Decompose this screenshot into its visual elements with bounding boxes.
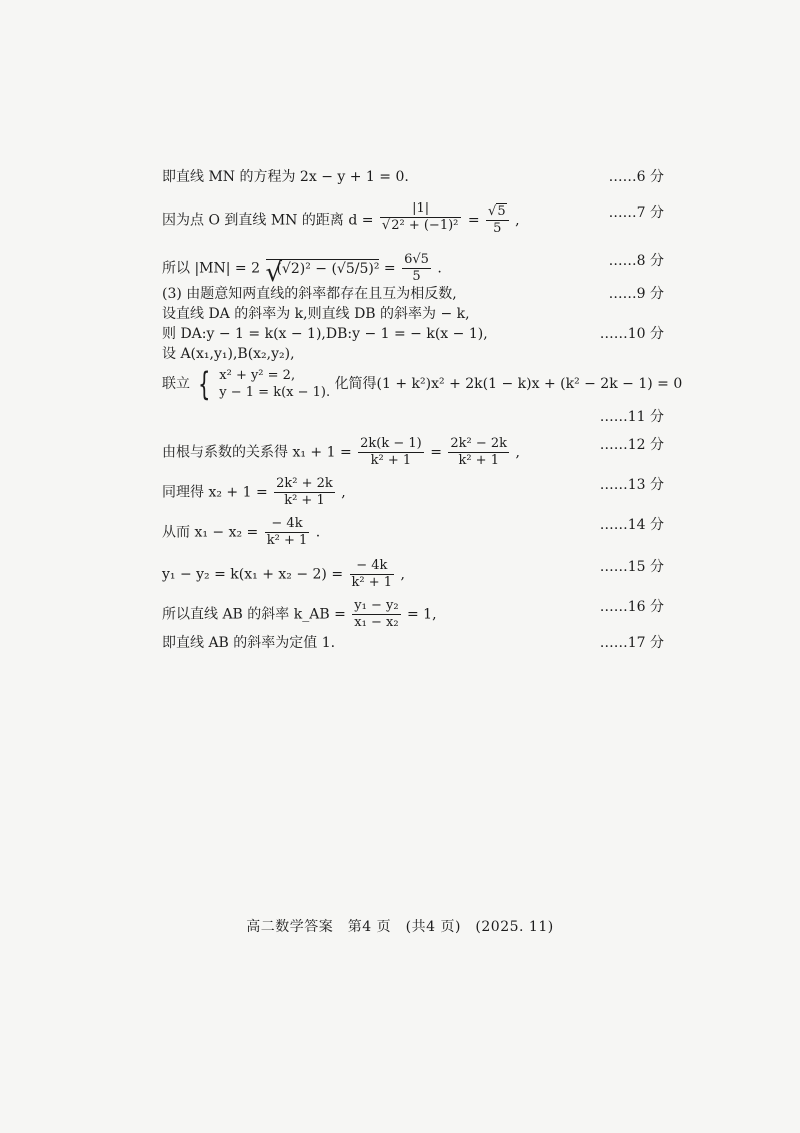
radicand: 2² + (−1)²	[391, 218, 459, 233]
line-12	[162, 436, 664, 469]
line-tail: 化简得(1 + k²)x² + 2k(1 − k)x + (k² − 2k − 1) = 0	[334, 376, 683, 392]
score-label: ……11 分	[599, 409, 664, 425]
line-text: 即直线 AB 的斜率为定值 1.	[162, 635, 336, 651]
denominator: 5	[402, 268, 431, 285]
fraction-2	[448, 436, 509, 469]
line-9b	[162, 305, 664, 323]
fraction	[274, 476, 335, 509]
score-label: ……8 分	[608, 253, 664, 269]
line-8	[162, 252, 664, 288]
score-label: ……10 分	[599, 326, 664, 342]
tail: .	[315, 524, 321, 541]
numerator: 2k² + 2k	[276, 476, 333, 491]
radical-sign-icon: √	[265, 258, 283, 288]
line-10	[162, 325, 664, 343]
fraction	[350, 558, 395, 591]
numerator: − 4k	[356, 558, 388, 573]
line-9	[162, 285, 664, 303]
numerator: y₁ − y₂	[354, 598, 399, 613]
line-text: (3) 由题意知两直线的斜率都存在且互为相反数,	[162, 286, 457, 302]
equals: =	[383, 260, 396, 277]
line-prefix: 所以直线 AB 的斜率 k_AB =	[162, 606, 346, 623]
denominator: k² + 1	[274, 492, 335, 509]
line-text: 即直线 MN 的方程为 2x − y + 1 = 0.	[162, 169, 409, 185]
tail: ,	[515, 212, 520, 229]
score-label: ……6 分	[608, 169, 664, 185]
denominator: x₁ − x₂	[352, 614, 400, 631]
denominator: 5	[486, 220, 509, 237]
line-prefix: 因为点 O 到直线 MN 的距离 d =	[162, 212, 374, 229]
numerator: 6√5	[404, 252, 429, 267]
line-17	[162, 634, 664, 652]
numerator: |1|	[412, 201, 430, 216]
line-prefix: 由根与系数的关系得 x₁ + 1 =	[162, 444, 352, 461]
page-footer: 高二数学答案 第4 页 (共4 页) (2025. 11)	[246, 919, 554, 935]
fraction	[352, 598, 400, 631]
score-label: ……16 分	[599, 599, 664, 615]
radicand: 5	[497, 204, 506, 219]
line-text: 设直线 DA 的斜率为 k,则直线 DB 的斜率为 − k,	[162, 306, 470, 322]
system-equations	[219, 367, 330, 401]
numerator: √5	[488, 204, 506, 219]
denominator: k² + 1	[266, 533, 308, 548]
score-label: ……9 分	[608, 286, 664, 302]
tail: = 1,	[407, 606, 437, 623]
line-13	[162, 476, 664, 509]
tail: ,	[341, 484, 346, 501]
equation-system	[194, 366, 330, 402]
numerator: 2k(k − 1)	[360, 436, 422, 451]
line-text: 设 A(x₁,y₁),B(x₂,y₂),	[162, 346, 295, 362]
line-6	[162, 168, 664, 186]
fraction-1	[358, 436, 424, 469]
tail: ,	[515, 444, 520, 461]
fraction	[265, 516, 310, 549]
line-14	[162, 516, 664, 549]
score-label: ……7 分	[608, 205, 664, 221]
equation-1: x² + y² = 2,	[219, 368, 296, 383]
line-16	[162, 598, 664, 631]
result-fraction	[486, 204, 509, 237]
score-label: ……15 分	[599, 559, 664, 575]
denominator: k² + 1	[448, 452, 509, 469]
line-text: 则 DA:y − 1 = k(x − 1),DB:y − 1 = − k(x − 1),	[162, 326, 488, 342]
score-label: ……12 分	[599, 437, 664, 453]
tail: ,	[400, 566, 405, 583]
denominator: √2² + (−1)²	[380, 217, 461, 234]
score-label: ……14 分	[599, 517, 664, 533]
square-root	[265, 258, 380, 288]
denominator: k² + 1	[358, 452, 424, 469]
line-11	[162, 365, 683, 403]
line-prefix: 所以 |MN| = 2	[162, 260, 261, 277]
result-fraction	[402, 252, 431, 285]
line-10b	[162, 345, 664, 363]
tail: .	[437, 260, 442, 277]
line-prefix: y₁ − y₂ = k(x₁ + x₂ − 2) =	[162, 566, 344, 583]
equals: =	[467, 212, 480, 229]
score-label: ……17 分	[599, 635, 664, 651]
line-7	[162, 201, 664, 237]
equals: =	[430, 444, 442, 461]
left-brace-icon: {	[198, 365, 211, 403]
fraction	[380, 201, 461, 234]
line-prefix: 联立	[162, 376, 190, 392]
radicand: (√2)² − (√5/5)²	[276, 261, 380, 277]
numerator: 2k² − 2k	[450, 436, 508, 451]
line-prefix: 同理得 x₂ + 1 =	[162, 484, 268, 501]
equation-2: y − 1 = k(x − 1).	[219, 385, 331, 400]
denominator: k² + 1	[351, 575, 393, 590]
line-15	[162, 558, 664, 591]
line-prefix: 从而 x₁ − x₂ =	[162, 524, 259, 541]
numerator: − 4k	[271, 516, 303, 531]
score-label: ……13 分	[599, 477, 664, 493]
